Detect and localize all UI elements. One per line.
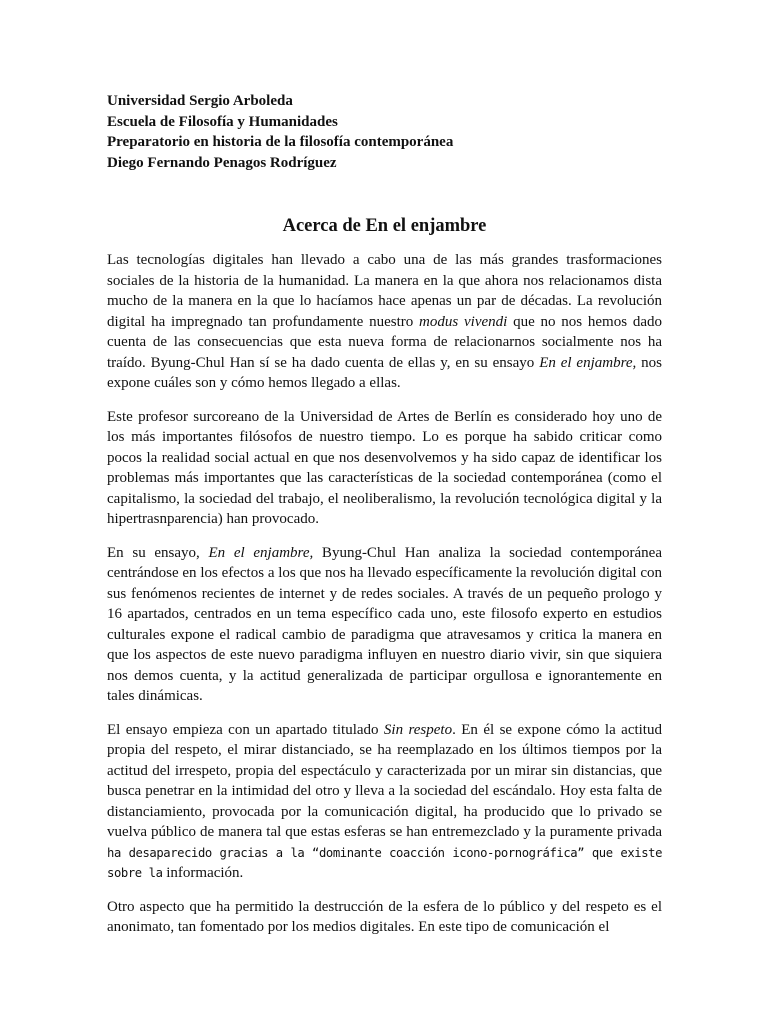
header-author: Diego Fernando Penagos Rodríguez [107, 154, 337, 171]
paragraph-4 [107, 720, 662, 884]
paragraph-3-text-b: Byung-Chul Han analiza la sociedad contemporánea centrándose en los efectos a los que nos ha llevado específicamente la revolución digital con sus fenómenos recientes de internet y de redes sociales. A través de un pequeño prologo y 16 apartados, centrados en un tema específico cada uno, este filosofo experto en estudios culturales expone el radical cambio de paradigma que atravesamos y critica la manera en que los aspectos de este nuevo paradigma influyen en nuestro diario vivir, sin que siquiera nos demos cuenta, y la actitud generalizada de participar orgullosa e ignorantemente en tales dinámicas. [107, 544, 662, 704]
paragraph-1-italic-book-title: En el enjambre, [539, 354, 637, 371]
header-course: Preparatorio en historia de la filosofía contemporánea [107, 134, 454, 150]
paragraph-1-text-c: nos expone cuáles son y cómo hemos llegado a ellas. [107, 354, 662, 391]
paragraph-3 [107, 543, 662, 707]
paragraph-5: Otro aspecto que ha permitido la destrucción de la esfera de lo público y del respeto es el anonimato, tan fomentado por los medios digitales. En este tipo de comunicación el [107, 898, 662, 935]
paragraph-1 [107, 250, 662, 394]
paragraph-2: Este profesor surcoreano de la Universidad de Artes de Berlín es considerado hoy uno de los más importantes filósofos de nuestro tiempo. Lo es porque ha sabido criticar como pocos la realidad social actual en que nos desenvolvemos y ha sido capaz de identificar los problemas más importantes que las características de la sociedad contemporánea (como el capitalismo, la sociedad del trabajo, el neoliberalismo, la revolución tecnológica digital y la hipertrasnparencia) han provocado. [107, 408, 662, 527]
paragraph-4-italic-section-title: Sin respeto [383, 721, 453, 738]
header-university: Universidad Sergio Arboleda [107, 93, 293, 109]
paragraph-4-text-a: El ensayo empieza con un apartado titulado [107, 721, 384, 738]
paragraph-1-italic-modus-vivendi: modus vivendi [419, 313, 508, 330]
paragraph-3-italic-book-title: En el enjambre, [208, 544, 314, 561]
header-school: Escuela de Filosofía y Humanidades [107, 113, 338, 130]
paragraph-3-text-a: En su ensayo, [107, 544, 209, 561]
paragraph-4-quote-run: ha desaparecido gracias a la “dominante coacción icono-pornográfica” que existe sobre la [107, 845, 662, 880]
document-page [107, 91, 662, 951]
paragraph-1-text-a: Las tecnologías digitales han llevado a cabo una de las más grandes trasformaciones sociales de la historia de la humanidad. La manera en la que ahora nos relacionamos dista mucho de la manera en la que lo hacíamos hace apenas un par de décadas. La revolución digital ha impregnado tan profundamente nuestro [107, 252, 662, 330]
paragraph-4-text-c: información. [162, 865, 244, 881]
document-title: Acerca de En el enjambre [282, 216, 487, 236]
paragraph-4-text-b: . En él se expone cómo la actitud propia del respeto, el mirar distanciado, se ha reemplazado en los últimos tiempos por la actitud del irrespeto, propia del espectáculo y caracterizada por un mirar sin distancias, que busca penetrar en la intimidad del otro y lleva a la sociedad del escándalo. Hoy esta falta de distanciamiento, provocada por la comunicación digital, ha producido que lo privado se vuelva público de manera tal que estas esferas se han entremezclado y la puramente privada [107, 721, 662, 840]
paragraph-1-text-b: que no nos hemos dado cuenta de las consecuencias que esta nueva forma de relacionarnos socialmente nos ha traído. Byung-Chul Han sí se ha dado cuenta de ellas y, en su ensayo [107, 313, 662, 371]
